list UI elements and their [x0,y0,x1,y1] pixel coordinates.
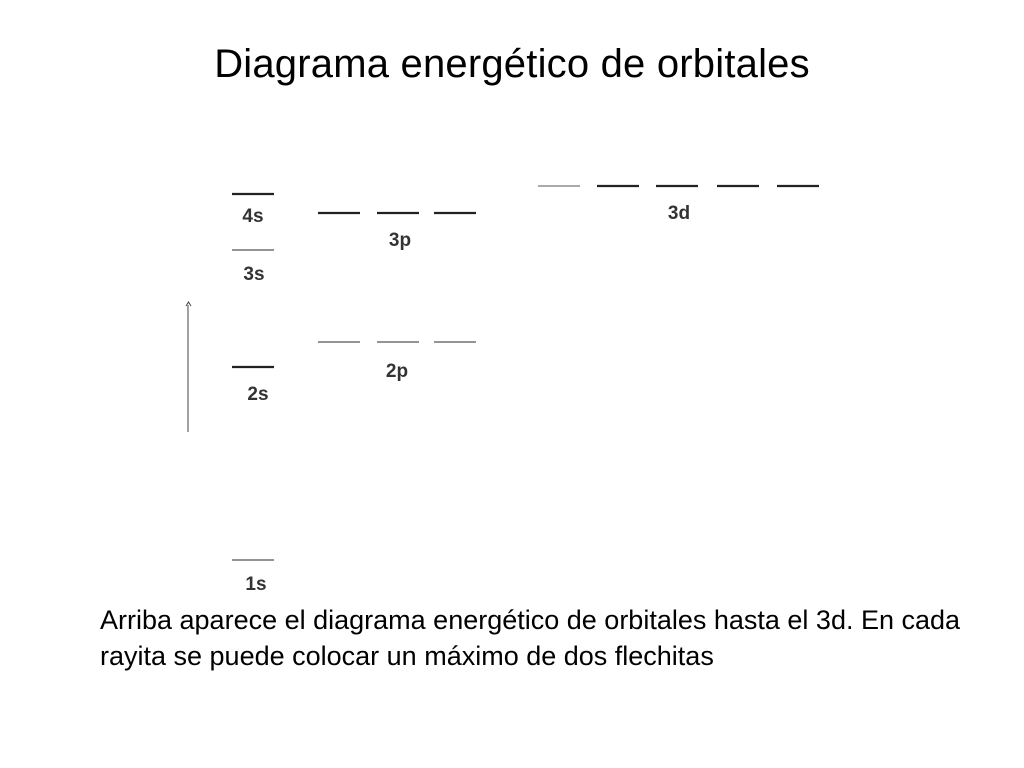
orbital-group-4s [232,194,274,227]
energy-axis-arrow [186,302,191,432]
orbital-label-3s: 3s [243,264,265,285]
slide-title: Diagrama energético de orbitales [214,42,810,86]
orbital-group-3s [232,250,274,285]
orbital-label-3p: 3p [388,230,412,251]
orbital-label-3d: 3d [667,203,691,224]
orbital-group-3p [318,213,476,251]
orbital-label-4s: 4s [242,206,264,227]
orbital-label-2s: 2s [247,384,269,405]
orbital-group-3d [538,186,819,224]
caption-text: Arriba aparece el diagrama energético de orbitales hasta el 3d. En cada rayita se puede colocar un máximo de dos flechitas [100,605,961,671]
orbital-group-2p [318,342,476,382]
orbital-label-1s: 1s [245,574,267,595]
orbital-group-1s [232,560,274,595]
orbital-group-2s [232,367,274,405]
orbital-label-2p: 2p [385,361,409,382]
